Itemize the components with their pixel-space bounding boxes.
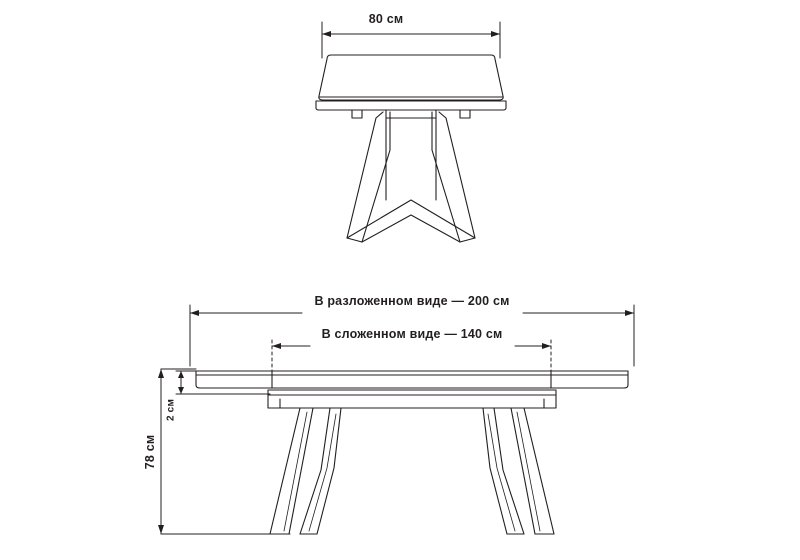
folded-length-label: В сложенном виде — 140 см [321,327,503,341]
height-label: 78 см [143,434,157,470]
top-width-label: 80 см [368,12,404,26]
center-column [386,110,436,200]
top-view-group [316,22,506,242]
base-foot [347,200,475,242]
top-width-dimension [322,22,500,58]
leg-front-left [270,408,341,534]
extended-length-label: В разложенном виде — 200 см [314,294,510,308]
leg-right [432,112,475,242]
leg-front-right [483,408,554,534]
leg-left [347,112,390,242]
support-blocks [352,110,470,118]
thickness-label: 2 см [165,398,177,422]
folded-dimension [272,340,551,372]
tabletop-front-view [196,371,628,408]
tabletop-end-view [316,55,506,110]
